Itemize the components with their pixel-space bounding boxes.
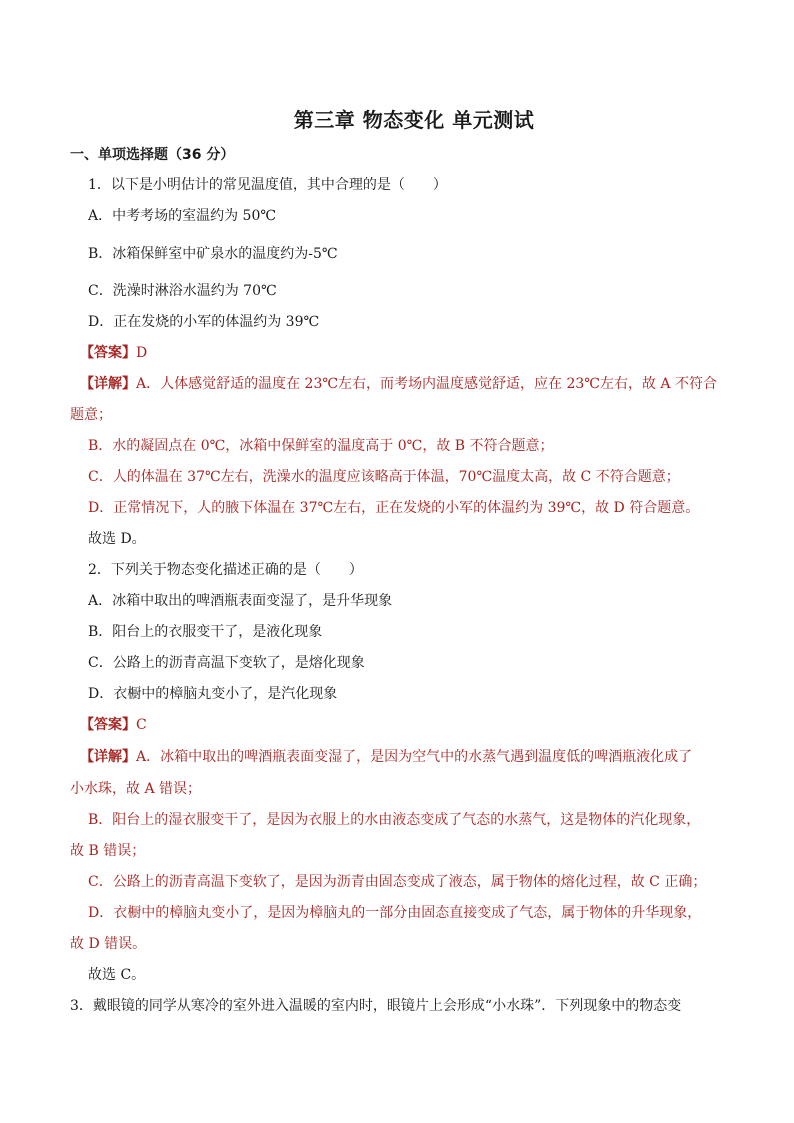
answer-label: 【答案】	[80, 717, 136, 733]
question-2-detail-line: B．阳台上的湿衣服变干了，是因为衣服上的水由液态变成了气态的水蒸气，这是物体的汽化现象，	[88, 812, 701, 828]
question-1-option-a: A．中考考场的室温约为 50℃	[88, 208, 277, 224]
question-1-option-b: B．冰箱保鲜室中矿泉水的温度约为-5℃	[88, 246, 338, 262]
answer-label: 【答案】	[80, 345, 136, 361]
question-2-detail-line: D．衣橱中的樟脑丸变小了，是因为樟脑丸的一部分由固态直接变成了气态，属于物体的升华现象，	[88, 905, 702, 921]
question-2-detail-line: 故 D 错误。	[70, 936, 147, 952]
detail-label: 【详解】	[80, 749, 136, 765]
answer-value: D	[136, 345, 148, 361]
question-2-detail-line: C．公路上的沥青高温下变软了，是因为沥青由固态变成了液态，属于物体的熔化过程，故 C 正确；	[88, 874, 707, 890]
question-2-conclusion: 故选 C。	[88, 967, 146, 983]
question-2-option-b: B．阳台上的衣服变干了，是液化现象	[88, 624, 323, 640]
question-1-detail-line: D．正常情况下，人的腋下体温在 37℃左右，正在发烧的小军的体温约为 39℃，故 D 符合题意。	[88, 500, 700, 516]
question-1-option-d: D．正在发烧的小军的体温约为 39℃	[88, 314, 320, 330]
question-2-option-d: D．衣橱中的樟脑丸变小了，是汽化现象	[88, 686, 338, 702]
question-2-answer	[80, 716, 147, 734]
page-title: 第三章 物态变化 单元测试	[293, 108, 535, 132]
question-1-detail-line	[80, 375, 717, 393]
question-2-option-c: C．公路上的沥青高温下变软了，是熔化现象	[88, 655, 365, 671]
question-1-detail-line: C．人的体温在 37℃左右，洗澡水的温度应该略高于体温，70℃温度太高，故 C 不符合题意；	[88, 469, 680, 485]
question-2-option-a: A．冰箱中取出的啤酒瓶表面变湿了，是升华现象	[88, 593, 393, 609]
section-heading: 一、单项选择题（36 分）	[70, 147, 235, 163]
question-1-option-c: C．洗澡时淋浴水温约为 70℃	[88, 283, 277, 299]
question-2-detail-line: 小水珠，故 A 错误；	[70, 781, 202, 797]
question-1-answer	[80, 344, 147, 362]
question-1-detail-line: B．水的凝固点在 0℃，冰箱中保鲜室的温度高于 0℃，故 B 不符合题意；	[88, 438, 554, 454]
answer-value: C	[136, 717, 147, 733]
detail-label: 【详解】	[80, 376, 136, 392]
question-1-conclusion: 故选 D。	[88, 531, 146, 547]
question-3-stem: 3．戴眼镜的同学从寒冷的室外进入温暖的室内时，眼镜片上会形成“小水珠”．下列现象中的物态变	[70, 998, 682, 1014]
question-1-stem: 1．以下是小明估计的常见温度值，其中合理的是（ ）	[88, 177, 447, 193]
question-2-detail-line: 故 B 错误；	[70, 843, 146, 859]
question-2-detail-line	[80, 748, 692, 766]
question-2-stem: 2．下列关于物态变化描述正确的是（ ）	[88, 562, 363, 578]
question-1-detail-line: 题意；	[70, 407, 112, 423]
detail-text: A．人体感觉舒适的温度在 23℃左右，而考场内温度感觉舒适，应在 23℃左右，故 A 不符合	[136, 376, 717, 392]
detail-text: A．冰箱中取出的啤酒瓶表面变湿了，是因为空气中的水蒸气遇到温度低的啤酒瓶液化成了	[136, 749, 693, 765]
